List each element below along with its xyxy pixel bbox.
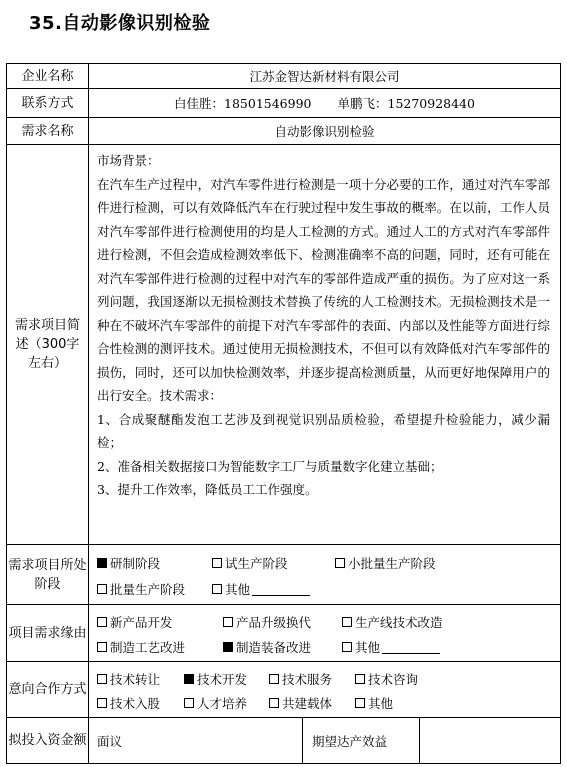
- cooperation-options: [89, 662, 560, 717]
- source-option-new-product[interactable]: 新产品开发: [97, 613, 173, 631]
- source-option-process[interactable]: 制造工艺改进: [97, 638, 185, 656]
- coop-option-consulting[interactable]: 技术咨询: [355, 670, 418, 688]
- checkbox-icon: [342, 642, 352, 652]
- company-row: [7, 64, 560, 89]
- stage-option-batch[interactable]: 批量生产阶段: [97, 580, 185, 598]
- column-divider: [419, 718, 420, 763]
- summary-label: 需求项目简述（300字左右）: [7, 145, 89, 544]
- cooperation-row: [7, 662, 560, 718]
- stage-label: 需求项目所处阶段: [7, 545, 89, 604]
- investment-value: 面议: [97, 733, 123, 749]
- company-value: 江苏金智达新材料有限公司: [249, 69, 400, 84]
- checkbox-icon: [97, 617, 107, 627]
- stage-options: [89, 545, 560, 604]
- demand-name-label: 需求名称: [7, 118, 89, 144]
- contact-label: 联系方式: [7, 89, 89, 117]
- checkbox-icon: [212, 558, 222, 568]
- contact-person-1: 白佳胜：18501546990: [174, 96, 312, 111]
- source-row: [7, 605, 560, 662]
- stage-row: [7, 545, 560, 605]
- investment-label: 拟投入资金额: [7, 718, 89, 763]
- checkbox-icon: [184, 698, 194, 708]
- stage-option-trial[interactable]: 试生产阶段: [212, 554, 288, 572]
- summary-item-2: 2、准备相关数据接口为智能数字工厂与质量数字化建立基础；: [97, 458, 443, 474]
- coop-option-equity[interactable]: 技术入股: [97, 694, 160, 712]
- coop-option-other[interactable]: 其他: [355, 694, 393, 712]
- checkbox-icon: [269, 698, 279, 708]
- demand-form-table: [6, 63, 561, 764]
- summary-heading: 市场背景：: [97, 153, 160, 168]
- demand-name-value: 自动影像识别检验: [274, 124, 375, 139]
- stage-option-other[interactable]: 其他: [212, 580, 310, 598]
- coop-option-development[interactable]: 技术开发: [184, 670, 247, 688]
- contact-value: [89, 89, 560, 117]
- contact-row: [7, 89, 560, 118]
- stage-option-research[interactable]: 研制阶段: [97, 554, 160, 572]
- source-options: [89, 605, 560, 661]
- demand-name-row: [7, 118, 560, 145]
- checkbox-icon: [355, 674, 365, 684]
- summary-item-1: 1、合成聚醚酯发泡工艺涉及到视觉识别品质检验，希望提升检验能力，减少漏检；: [97, 411, 550, 450]
- company-label: 企业名称: [7, 64, 89, 88]
- other-blank-line: [252, 583, 310, 596]
- checkbox-icon: [212, 584, 222, 594]
- checkbox-icon: [342, 617, 352, 627]
- contact-person-2: 单鹏飞：15270928440: [337, 96, 475, 111]
- checkbox-icon: [97, 674, 107, 684]
- checkbox-icon: [355, 698, 365, 708]
- coop-option-transfer[interactable]: 技术转让: [97, 670, 160, 688]
- summary-item-3: 3、提升工作效率，降低员工工作强度。: [97, 482, 318, 497]
- source-option-line-reform[interactable]: 生产线技术改造: [342, 613, 443, 631]
- checkbox-checked-icon: [223, 642, 233, 652]
- checkbox-checked-icon: [97, 558, 107, 568]
- summary-row: [7, 145, 560, 545]
- column-divider: [302, 718, 303, 763]
- coop-option-carrier[interactable]: 共建载体: [269, 694, 332, 712]
- checkbox-icon: [97, 642, 107, 652]
- checkbox-icon: [269, 674, 279, 684]
- checkbox-checked-icon: [184, 674, 194, 684]
- benefit-label: 期望达产效益: [312, 733, 388, 749]
- checkbox-icon: [223, 617, 233, 627]
- source-label: 项目需求缘由: [7, 605, 89, 661]
- source-option-other[interactable]: 其他: [342, 638, 440, 656]
- cooperation-label: 意向合作方式: [7, 662, 89, 717]
- coop-option-talent[interactable]: 人才培养: [184, 694, 247, 712]
- summary-paragraph: 在汽车生产过程中，对汽车零件进行检测是一项十分必要的工作，通过对汽车零部件进行检测，可以有效降低汽车在行驶过程中发生事故的概率。在以前，工作人员对汽车零部件进行检测使用的均是人工检测的方式。通过人工的方式对汽车零部件进行检测，不但会造成检测效率低下、检测准确率不高的问题，同时，还有可能在对汽车零部件进行检测的过程中对汽车的零部件造成严重的损伤。为了应对这一系列问题，我国逐渐以无损检测技术替换了传统的人工检测技术。无损检测技术是一种在不破坏汽车零部件的前提下对汽车零部件的表面、内部以及性能等方面进行综合性检测的测评技术。通过使用无损检测技术，不但可以有效降低对汽车零部件的损伤，同时，还可以加快检测效率，并逐步提高检测质量，从而更好地保障用户的出行安全。技术需求：: [97, 176, 550, 403]
- investment-row: [7, 718, 560, 763]
- source-option-upgrade[interactable]: 产品升级换代: [223, 613, 311, 631]
- source-option-equipment[interactable]: 制造装备改进: [223, 638, 311, 656]
- checkbox-icon: [335, 558, 345, 568]
- investment-cells: [89, 718, 560, 763]
- checkbox-icon: [97, 584, 107, 594]
- summary-text: [89, 145, 560, 544]
- checkbox-icon: [97, 698, 107, 708]
- coop-option-service[interactable]: 技术服务: [269, 670, 332, 688]
- page-title: 35.自动影像识别检验: [29, 13, 211, 34]
- other-blank-line: [382, 641, 440, 654]
- stage-option-small-batch[interactable]: 小批量生产阶段: [335, 554, 436, 572]
